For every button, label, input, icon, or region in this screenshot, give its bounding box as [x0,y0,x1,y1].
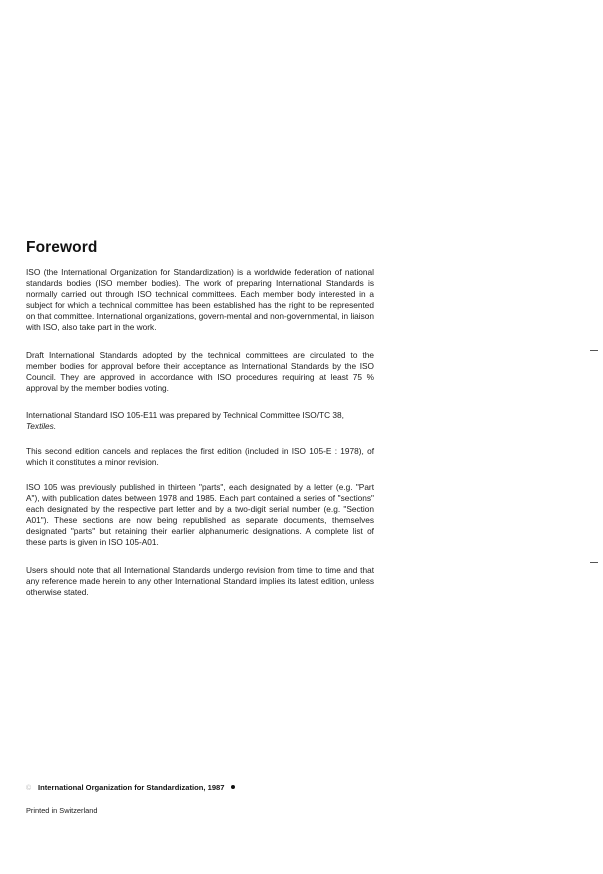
foreword-heading: Foreword [26,239,98,256]
committee-name: Textiles. [26,421,57,432]
paragraph-draft-standards: Draft International Standards adopted by the technical committees are circulated to the member bodies for approval before their acceptance as International Standards by the ISO Council. They are approved in accordance with ISO procedures requiring at least 75 % approval by the member bodies voting. [26,350,374,394]
paragraph-second-edition: This second edition cancels and replaces the first edition (included in ISO 105-E : 1978), of which it constitutes a minor revision. [26,446,374,468]
paragraph-revision-note: Users should note that all International Standards undergo revision from time to time and that any reference made herein to any other International Standard implies its latest edition, unless otherwise stated. [26,565,374,598]
prepared-by-text: International Standard ISO 105-E11 was prepared by Technical Committee ISO/TC 38, [26,410,344,420]
paragraph-prepared-by [26,410,374,432]
paragraph-iso-federation: ISO (the International Organization for Standardization) is a worldwide federation of national standards bodies (ISO member bodies). The work of preparing International Standards is normally carried out through ISO technical committees. Each member body interested in a subject for which a technical committee has been established has the right to be represented on that committee. International organizations, govern-mental and non-governmental, in liaison with ISO, also take part in the work. [26,267,374,333]
printed-in-text: Printed in Switzerland [26,806,98,815]
copyright-line [26,783,235,792]
copyright-symbol: © [26,785,32,792]
bullet-dot-icon [231,785,235,789]
margin-mark [590,350,598,351]
copyright-text: International Organization for Standardization, 1987 [38,783,225,792]
margin-mark [590,562,598,563]
paragraph-iso105-parts: ISO 105 was previously published in thirteen "parts", each designated by a letter (e.g. "Part A"), with publication dates between 1978 and 1985. Each part contained a series of "sections" each designated by the respective part letter and by a two-digit serial number (e.g. "Section A01"). These sections are now being republished as separate documents, themselves designated "parts" but retaining their earlier alphanumeric designations. A complete list of these parts is given in ISO 105-A01. [26,482,374,548]
